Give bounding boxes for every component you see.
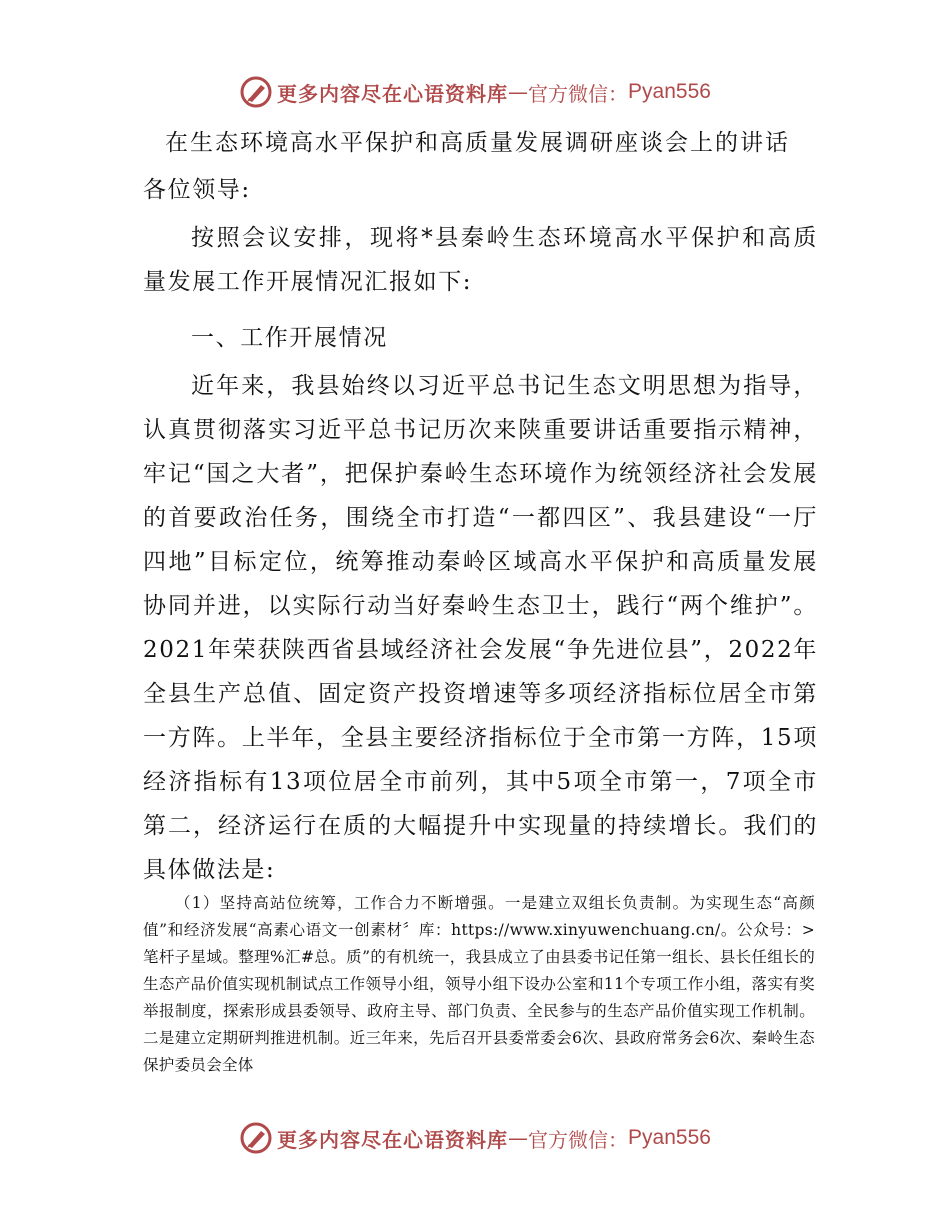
- intro-paragraph: 按照会议安排，现将*县秦岭生态环境高水平保护和高质量发展工作开展情况汇报如下:: [143, 225, 818, 295]
- watermark-wechat-id: Pyan556: [628, 1126, 711, 1149]
- pen-logo-icon: [239, 75, 273, 109]
- section-heading: 一、工作开展情况: [191, 325, 388, 351]
- watermark-wechat-label: 官方微信：: [528, 81, 629, 106]
- pen-logo-icon: [239, 1121, 273, 1155]
- watermark-wechat-label: 官方微信：: [528, 1127, 629, 1152]
- watermark-wechat-id: Pyan556: [628, 80, 711, 103]
- watermark-footer: [0, 1118, 950, 1158]
- salutation: 各位领导:: [143, 177, 251, 203]
- watermark-header: [0, 72, 950, 112]
- watermark-text: 更多内容尽在心语资料库: [277, 1127, 509, 1152]
- document-title: 在生态环境高水平保护和高质量发展调研座谈会上的讲话: [165, 130, 790, 156]
- main-paragraph: 近年来，我县始终以习近平总书记生态文明思想为指导，认真贯彻落实习近平总书记历次来陕重要讲话重要指示精神，牢记“国之大者”，把保护秦岭生态环境作为统领经济社会发展的首要政治任务，围绕全市打造“一都四区”、我县建设“一厅四地”目标定位，统筹推动秦岭区域高水平保护和高质量发展协同并进，以实际行动当好秦岭生态卫士，践行“两个维护”。2021年荣获陕西省县域经济社会发展“争先进位县”，2022年全县生产总值、固定资产投资增速等多项经济指标位居全市第一方阵。上半年，全县主要经济指标位于全市第一方阵，15项经济指标有13项位居全市前列，其中5项全市第一，7项全市第二，经济运行在质的大幅提升中实现量的持续增长。我们的具体做法是:: [143, 373, 818, 883]
- watermark-text: 更多内容尽在心语资料库: [277, 81, 509, 106]
- watermark-separator: —: [508, 80, 529, 104]
- watermark-separator: —: [508, 1126, 529, 1150]
- sub-paragraph: （1）坚持高站位统筹，工作合力不断增强。一是建立双组长负责制。为实现生态“高颜值”和经济发展“高素心语文一创素材〞库：https://www.xinyuwenchuang.cn/。公众号：>笔杆子星域。整理%汇#总。质”的有机统一，我县成立了由县委书记任第一组长、县长任组长的生态产品价值实现机制试点工作领导小组，领导小组下设办公室和11个专项工作小组，落实有奖举报制度，探索形成县委领导、政府主导、部门负责、全民参与的生态产品价值实现工作机制。二是建立定期研判推进机制。近三年来，先后召开县委常委会6次、县政府常务会6次、秦岭生态保护委员会全体: [143, 894, 815, 1074]
